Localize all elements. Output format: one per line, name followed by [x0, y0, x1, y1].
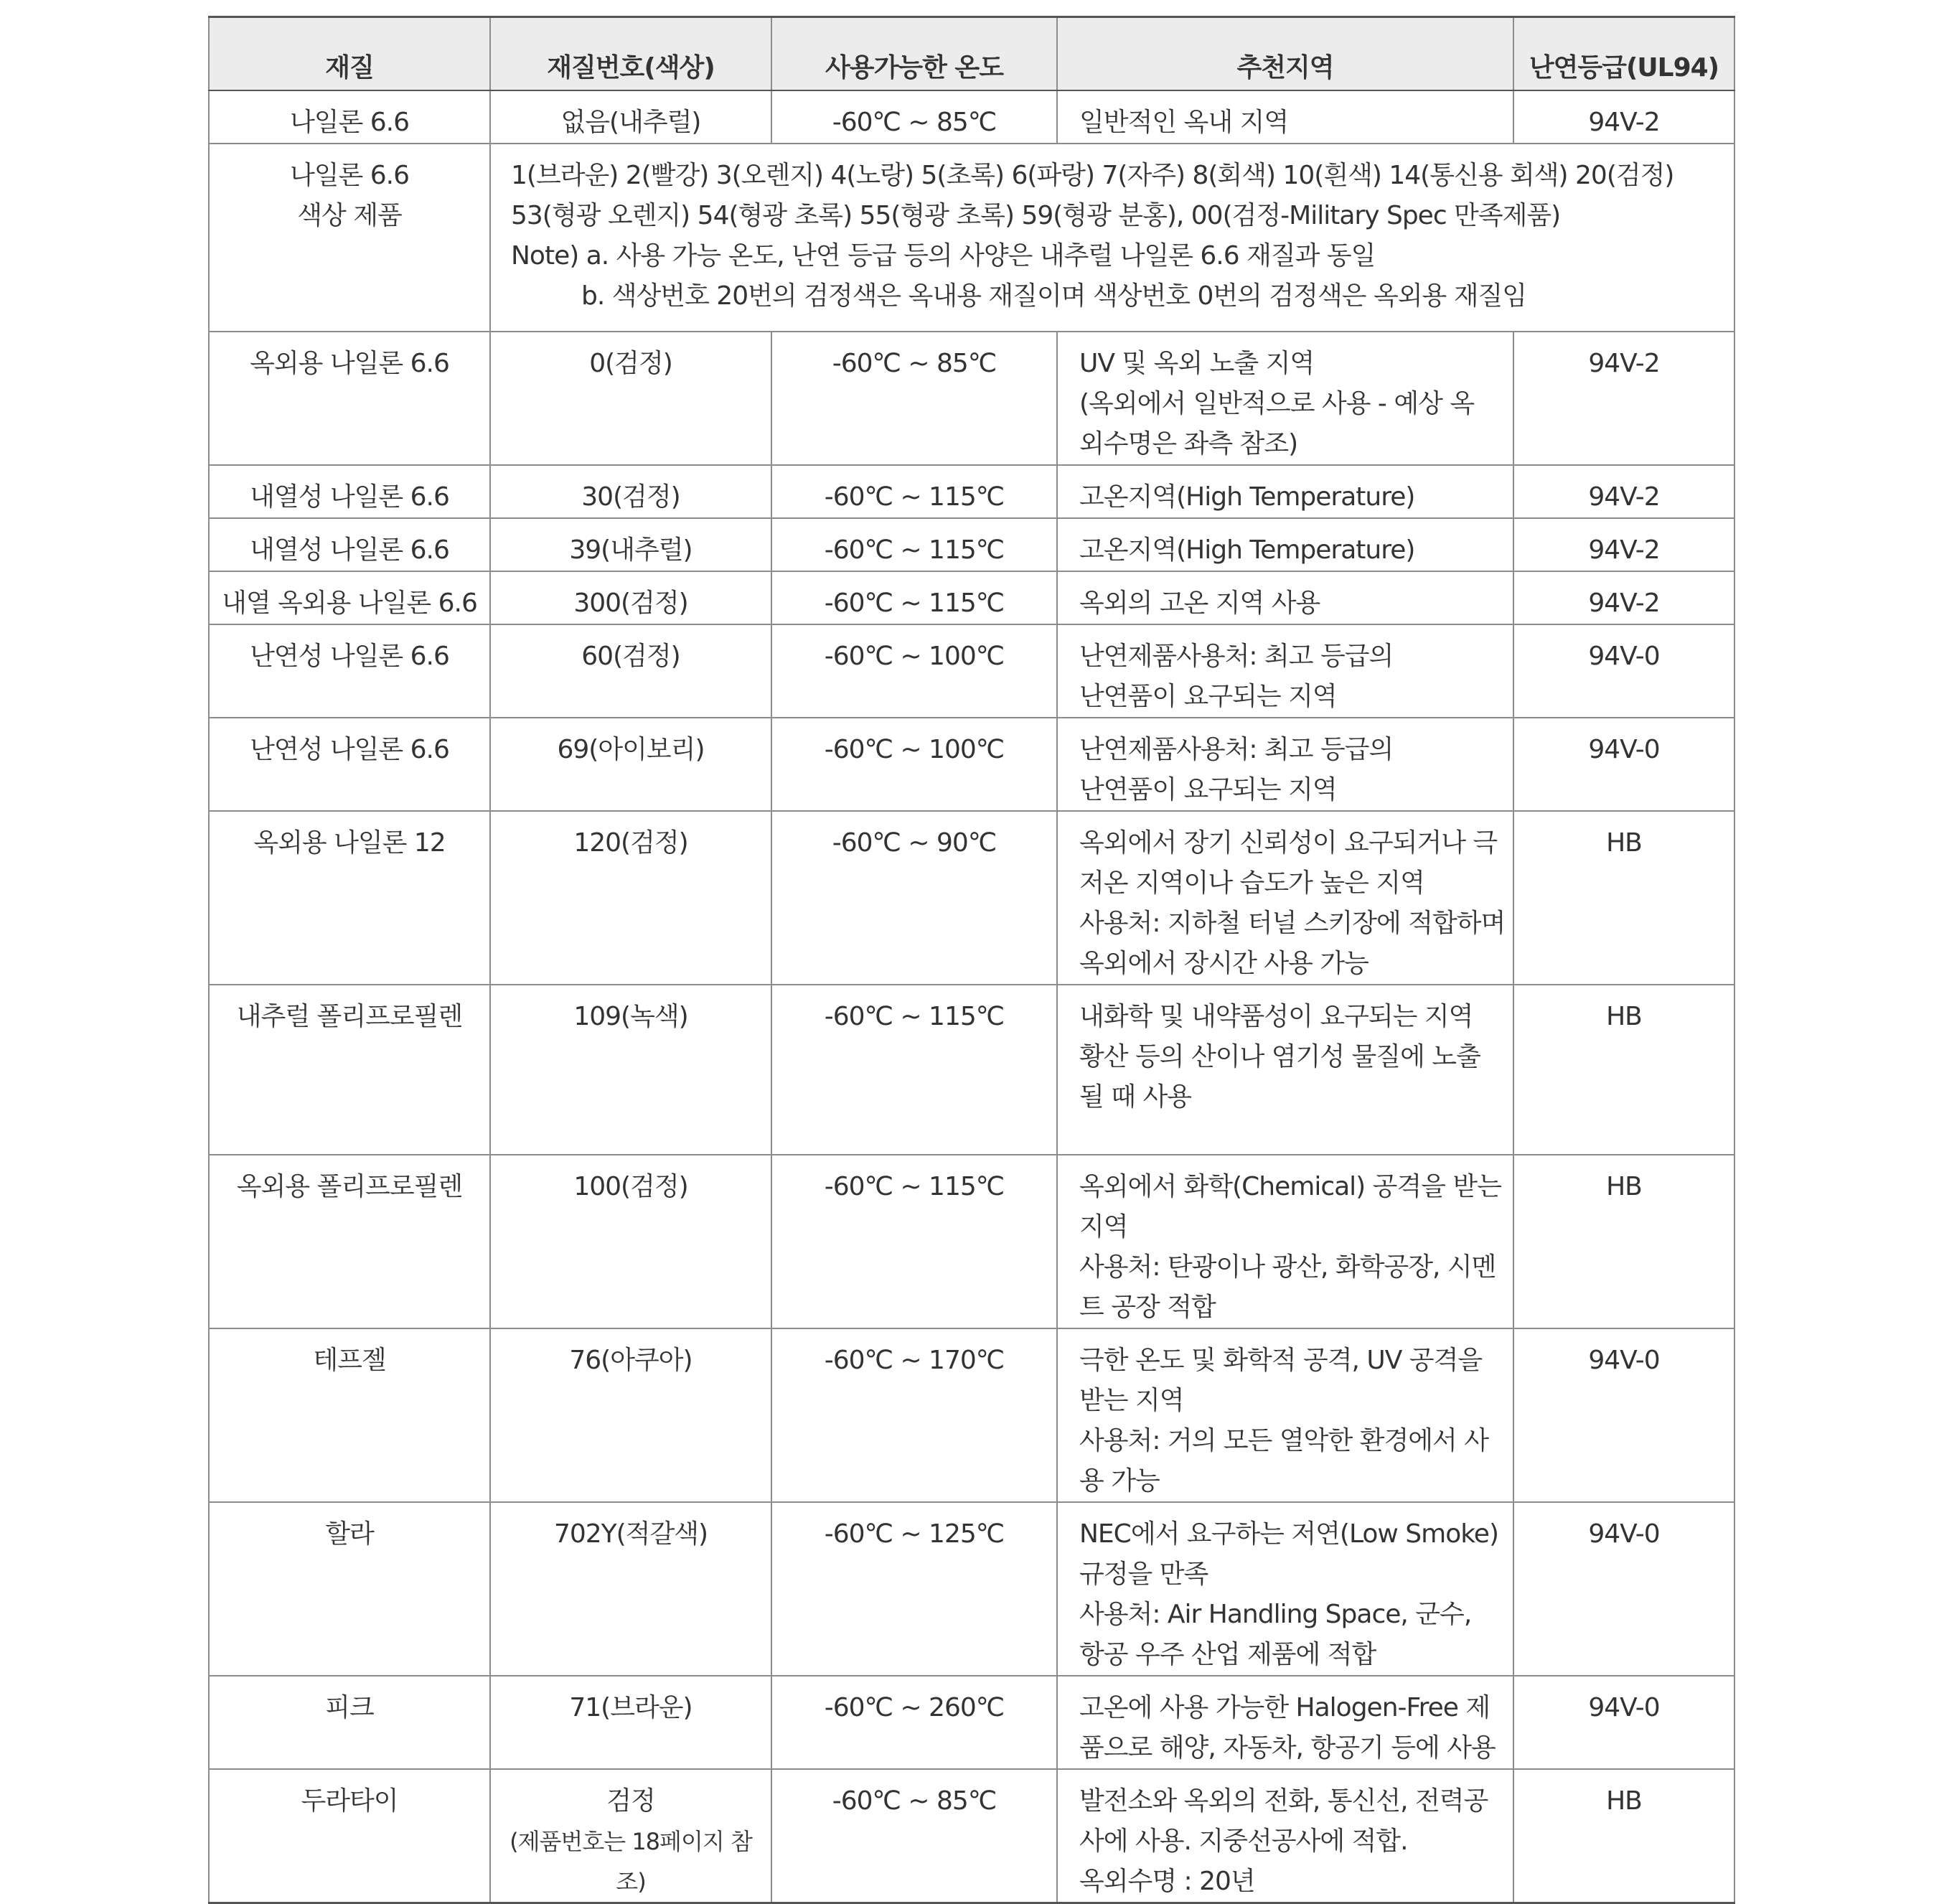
flame-grade-cell: 94V-2	[1513, 90, 1734, 144]
material-cell-line: 내열성 나일론 6.6	[250, 482, 449, 512]
recommended-region-cell-line: (옥외에서 일반적으로 사용 - 예상 옥	[1079, 389, 1475, 418]
recommended-region-cell	[1057, 518, 1513, 571]
material-cell-line: 나일론 6.6	[289, 108, 410, 137]
material-number-cell-line: 100(검정)	[573, 1172, 688, 1201]
recommended-region-cell-line: 옥외에서 장기 신뢰성이 요구되거나 극	[1079, 828, 1498, 858]
recommended-region-cell-line: 발전소와 옥외의 전화, 통신선, 전력공	[1079, 1786, 1488, 1816]
temperature-cell: -60℃ ~ 100℃	[771, 718, 1057, 811]
recommended-region-cell	[1057, 1328, 1513, 1502]
material-number-cell-line: 39(내추럴)	[569, 535, 692, 565]
recommended-region-cell-line: 고온에 사용 가능한 Halogen-Free 제	[1079, 1693, 1490, 1722]
material-cell-line: 내추럴 폴리프로필렌	[236, 1002, 463, 1031]
recommended-region-cell-line: 항공 우주 산업 제품에 적합	[1079, 1640, 1376, 1669]
recommended-region-cell-line: 옥외수명 : 20년	[1079, 1867, 1255, 1896]
table-row	[209, 811, 1734, 985]
material-cell-line: 옥외용 나일론 12	[253, 828, 446, 858]
material-cell-line: 두라타이	[301, 1786, 398, 1816]
recommended-region-cell-line: 사용처: 거의 모든 열악한 환경에서 사	[1079, 1426, 1488, 1455]
material-cell	[209, 144, 490, 332]
recommended-region-cell-line: 사용처: 지하철 터널 스키장에 적합하며	[1079, 909, 1506, 938]
material-number-cell-line: 71(브라운)	[569, 1693, 692, 1722]
flame-grade-cell: 94V-0	[1513, 624, 1734, 718]
material-number-cell-line: 120(검정)	[573, 828, 688, 858]
recommended-region-cell-line: 고온지역(High Temperature)	[1079, 535, 1415, 565]
recommended-region-cell-line: 규정을 만족	[1079, 1560, 1208, 1589]
material-number-cell-line: 검정	[606, 1786, 655, 1816]
recommended-region-cell-line: 저온 지역이나 습도가 높은 지역	[1079, 868, 1424, 898]
recommended-region-cell-line: 고온지역(High Temperature)	[1079, 482, 1415, 512]
recommended-region-cell-line: 받는 지역	[1079, 1386, 1184, 1415]
recommended-region-cell	[1057, 1769, 1513, 1903]
flame-grade-cell: 94V-0	[1513, 1502, 1734, 1676]
recommended-region-cell-line: 내화학 및 내약품성이 요구되는 지역	[1079, 1002, 1473, 1031]
table-row	[209, 1676, 1734, 1769]
material-cell-line: 할라	[325, 1519, 374, 1549]
table-row	[209, 332, 1734, 465]
material-cell	[209, 1328, 490, 1502]
recommended-region-cell	[1057, 465, 1513, 518]
recommended-region-cell-line: NEC에서 요구하는 저연(Low Smoke)	[1079, 1519, 1498, 1549]
color-options-line: Note) a. 사용 가능 온도, 난연 등급 등의 사양은 내추럴 나일론 6.6 재질과 동일	[511, 241, 1376, 271]
flame-grade-cell: 94V-0	[1513, 1676, 1734, 1769]
color-options-cell	[490, 144, 1734, 332]
recommended-region-cell-line: 될 때 사용	[1079, 1082, 1191, 1112]
recommended-region-cell-line: 외수명은 좌측 참조)	[1079, 429, 1298, 459]
material-number-cell-line: 702Y(적갈색)	[553, 1519, 708, 1549]
material-number-cell	[490, 332, 771, 465]
material-number-cell-line: 60(검정)	[581, 642, 680, 671]
material-cell-line: 색상 제품	[297, 201, 402, 230]
temperature-cell: -60℃ ~ 85℃	[771, 90, 1057, 144]
material-number-cell	[490, 624, 771, 718]
recommended-region-cell-line: 극한 온도 및 화학적 공격, UV 공격을	[1079, 1346, 1483, 1375]
material-cell	[209, 1155, 490, 1328]
table-row	[209, 1328, 1734, 1502]
flame-grade-cell: 94V-2	[1513, 465, 1734, 518]
material-number-cell	[490, 518, 771, 571]
recommended-region-cell-line: 품으로 해양, 자동차, 항공기 등에 사용	[1079, 1733, 1496, 1763]
recommended-region-cell-line: 난연제품사용처: 최고 등급의	[1079, 642, 1394, 671]
header-region: 추천지역	[1057, 17, 1513, 91]
table-row	[209, 985, 1734, 1155]
material-number-cell-line: 300(검정)	[573, 588, 688, 618]
material-cell-line: 옥외용 폴리프로필렌	[236, 1172, 463, 1201]
recommended-region-cell-line: 옥외의 고온 지역 사용	[1079, 588, 1320, 618]
flame-grade-cell: 94V-2	[1513, 332, 1734, 465]
material-cell-line: 난연성 나일론 6.6	[250, 642, 449, 671]
material-cell	[209, 718, 490, 811]
flame-grade-cell: HB	[1513, 1155, 1734, 1328]
material-number-cell-line: (제품번호는 18페이지 참조)	[510, 1828, 752, 1895]
material-cell-line: 내열성 나일론 6.6	[250, 535, 449, 565]
material-number-cell	[490, 718, 771, 811]
temperature-cell: -60℃ ~ 260℃	[771, 1676, 1057, 1769]
flame-grade-cell: HB	[1513, 985, 1734, 1155]
material-number-cell-line: 30(검정)	[581, 482, 680, 512]
recommended-region-cell-line: UV 및 옥외 노출 지역	[1079, 349, 1315, 378]
material-number-cell	[490, 811, 771, 985]
table-row	[209, 465, 1734, 518]
table-row	[209, 518, 1734, 571]
recommended-region-cell-line: 트 공장 적합	[1079, 1293, 1216, 1322]
temperature-cell: -60℃ ~ 100℃	[771, 624, 1057, 718]
table-body	[209, 90, 1734, 1903]
flame-grade-cell: HB	[1513, 1769, 1734, 1903]
materials-table	[208, 16, 1735, 1904]
temperature-cell: -60℃ ~ 115℃	[771, 571, 1057, 624]
header-material: 재질	[209, 17, 490, 91]
material-cell-line: 피크	[325, 1693, 374, 1722]
flame-grade-cell: 94V-0	[1513, 1328, 1734, 1502]
material-cell	[209, 985, 490, 1155]
recommended-region-cell-line: 지역	[1079, 1212, 1128, 1242]
material-cell	[209, 465, 490, 518]
material-cell	[209, 624, 490, 718]
temperature-cell: -60℃ ~ 115℃	[771, 518, 1057, 571]
recommended-region-cell	[1057, 985, 1513, 1155]
material-cell	[209, 1502, 490, 1676]
material-number-cell	[490, 465, 771, 518]
material-number-cell-line: 69(아이보리)	[557, 735, 705, 764]
material-cell	[209, 811, 490, 985]
recommended-region-cell-line: 사용처: Air Handling Space, 군수,	[1079, 1600, 1472, 1629]
temperature-cell: -60℃ ~ 90℃	[771, 811, 1057, 985]
table-row	[209, 1502, 1734, 1676]
material-number-cell	[490, 985, 771, 1155]
recommended-region-cell-line: 사에 사용. 지중선공사에 적합.	[1079, 1826, 1408, 1856]
flame-grade-cell: 94V-2	[1513, 571, 1734, 624]
temperature-cell: -60℃ ~ 115℃	[771, 1155, 1057, 1328]
recommended-region-cell-line: 황산 등의 산이나 염기성 물질에 노출	[1079, 1042, 1480, 1071]
table-row	[209, 1155, 1734, 1328]
color-options-line: b. 색상번호 20번의 검정색은 옥내용 재질이며 색상번호 0번의 검정색은 옥외용 재질임	[581, 281, 1527, 311]
recommended-region-cell	[1057, 1676, 1513, 1769]
recommended-region-cell	[1057, 571, 1513, 624]
temperature-cell: -60℃ ~ 115℃	[771, 985, 1057, 1155]
material-number-cell	[490, 1328, 771, 1502]
material-cell-line: 나일론 6.6	[289, 161, 410, 190]
flame-grade-cell: HB	[1513, 811, 1734, 985]
recommended-region-cell	[1057, 90, 1513, 144]
material-cell	[209, 332, 490, 465]
header-grade: 난연등급(UL94)	[1513, 17, 1734, 91]
material-cell-line: 내열 옥외용 나일론 6.6	[222, 588, 477, 618]
recommended-region-cell-line: 난연품이 요구되는 지역	[1079, 775, 1337, 805]
material-number-cell-line: 없음(내추럴)	[560, 108, 701, 137]
recommended-region-cell-line: 사용처: 탄광이나 광산, 화학공장, 시멘	[1079, 1252, 1496, 1282]
temperature-cell: -60℃ ~ 85℃	[771, 332, 1057, 465]
recommended-region-cell-line: 옥외에서 장시간 사용 가능	[1079, 949, 1368, 978]
temperature-cell: -60℃ ~ 85℃	[771, 1769, 1057, 1903]
recommended-region-cell-line: 옥외에서 화학(Chemical) 공격을 받는	[1079, 1172, 1501, 1201]
recommended-region-cell	[1057, 624, 1513, 718]
material-cell-line: 난연성 나일론 6.6	[250, 735, 449, 764]
material-cell	[209, 571, 490, 624]
material-cell	[209, 518, 490, 571]
material-cell-line: 옥외용 나일론 6.6	[250, 349, 449, 378]
material-cell	[209, 90, 490, 144]
recommended-region-cell	[1057, 718, 1513, 811]
material-number-cell	[490, 1676, 771, 1769]
material-number-cell	[490, 90, 771, 144]
material-number-cell-line: 76(아쿠아)	[569, 1346, 692, 1375]
header-number: 재질번호(색상)	[490, 17, 771, 91]
material-cell-line: 테프젤	[313, 1346, 386, 1375]
recommended-region-cell-line: 용 가능	[1079, 1466, 1160, 1496]
temperature-cell: -60℃ ~ 115℃	[771, 465, 1057, 518]
color-options-line: 53(형광 오렌지) 54(형광 초록) 55(형광 초록) 59(형광 분홍), 00(검정-Military Spec 만족제품)	[511, 201, 1561, 230]
color-options-line: 1(브라운) 2(빨강) 3(오렌지) 4(노랑) 5(초록) 6(파랑) 7(자주) 8(회색) 10(흰색) 14(통신용 회색) 20(검정)	[511, 161, 1674, 190]
table-row	[209, 90, 1734, 144]
recommended-region-cell-line: 난연제품사용처: 최고 등급의	[1079, 735, 1394, 764]
material-cell	[209, 1769, 490, 1903]
recommended-region-cell	[1057, 1502, 1513, 1676]
material-number-cell	[490, 1502, 771, 1676]
flame-grade-cell: 94V-0	[1513, 718, 1734, 811]
recommended-region-cell-line: 일반적인 옥내 지역	[1079, 108, 1289, 137]
material-cell	[209, 1676, 490, 1769]
recommended-region-cell	[1057, 332, 1513, 465]
material-number-cell	[490, 1769, 771, 1903]
recommended-region-cell	[1057, 1155, 1513, 1328]
flame-grade-cell: 94V-2	[1513, 518, 1734, 571]
table-row	[209, 571, 1734, 624]
table-row	[209, 718, 1734, 811]
recommended-region-cell-line: 난연품이 요구되는 지역	[1079, 682, 1337, 711]
table-row	[209, 624, 1734, 718]
temperature-cell: -60℃ ~ 170℃	[771, 1328, 1057, 1502]
table-row	[209, 1769, 1734, 1903]
header-temp: 사용가능한 온도	[771, 17, 1057, 91]
table-row	[209, 144, 1734, 332]
material-number-cell-line: 109(녹색)	[573, 1002, 688, 1031]
material-number-cell	[490, 1155, 771, 1328]
temperature-cell: -60℃ ~ 125℃	[771, 1502, 1057, 1676]
header-row	[209, 17, 1734, 91]
recommended-region-cell	[1057, 811, 1513, 985]
material-number-cell-line: 0(검정)	[589, 349, 672, 378]
material-number-cell	[490, 571, 771, 624]
